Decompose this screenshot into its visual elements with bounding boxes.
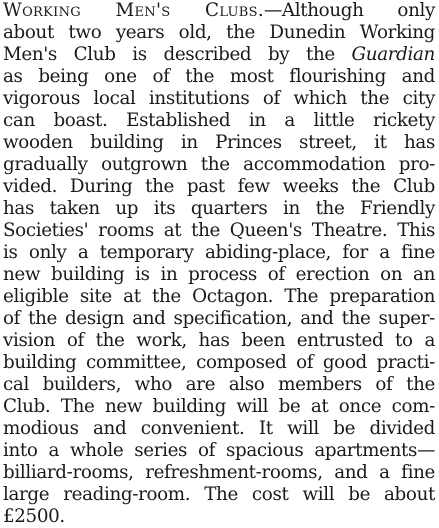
- text-line: [3, 374, 435, 396]
- line-text: Societies' rooms at the Queen's Theatre. This: [3, 220, 435, 241]
- article-heading: Working Men's Clubs.: [3, 0, 264, 21]
- line-text: £2500.: [3, 506, 65, 527]
- text-line: [3, 66, 435, 88]
- line-text: vision of the work, has been entrusted to a: [3, 330, 435, 351]
- line-text: Club. The new building will be at once com-: [3, 396, 435, 417]
- line-text: modious and convenient. It will be divided: [3, 418, 435, 439]
- text-line: [3, 44, 435, 66]
- text-line: [3, 418, 435, 440]
- text-line: [3, 330, 435, 352]
- line-text: large reading-room. The cost will be about: [3, 484, 435, 505]
- line-text: as being one of the most flourishing and: [3, 66, 435, 87]
- line-text: of the design and specification, and the super-: [3, 308, 435, 329]
- text-line: [3, 264, 435, 286]
- text-line: [3, 110, 435, 132]
- text-line: [3, 154, 435, 176]
- text-line: [3, 88, 435, 110]
- text-line: [3, 396, 435, 418]
- text-line: [3, 352, 435, 374]
- line-text: —Although only: [263, 0, 435, 21]
- text-line: [3, 0, 435, 22]
- text-line: [3, 220, 435, 242]
- line-text: wooden building in Princes street, it has: [3, 132, 435, 153]
- text-line: [3, 462, 435, 484]
- line-text: cal builders, who are also members of the: [3, 374, 435, 395]
- newspaper-title-italic: Guardian: [351, 44, 435, 65]
- line-text: building committee, composed of good practi-: [3, 352, 435, 373]
- line-text: vided. During the past few weeks the Club: [3, 176, 435, 197]
- line-text: has taken up its quarters in the Friendly: [3, 198, 435, 219]
- line-text: eligible site at the Octagon. The preparation: [3, 286, 435, 307]
- text-line: [3, 198, 435, 220]
- line-text: billiard-rooms, refreshment-rooms, and a fine: [3, 462, 435, 483]
- text-line: [3, 242, 435, 264]
- line-text: gradually outgrown the accommodation pro-: [3, 154, 435, 175]
- line-text: can boast. Established in a little rickety: [3, 110, 435, 131]
- text-line: [3, 176, 435, 198]
- line-text: new building is in process of erection on an: [3, 264, 435, 285]
- line-text: Men's Club is described by the: [3, 44, 352, 65]
- line-text: vigorous local institutions of which the city: [3, 88, 435, 109]
- line-text: into a whole series of spacious apartments—: [3, 440, 435, 461]
- line-text: about two years old, the Dunedin Working: [3, 22, 435, 43]
- text-line: [3, 440, 435, 462]
- text-line: [3, 132, 435, 154]
- text-line: [3, 286, 435, 308]
- text-line: [3, 308, 435, 330]
- text-line: [3, 22, 435, 44]
- line-text: is only a temporary abiding-place, for a fine: [3, 242, 435, 263]
- text-line: [3, 484, 435, 506]
- text-line: [3, 506, 65, 528]
